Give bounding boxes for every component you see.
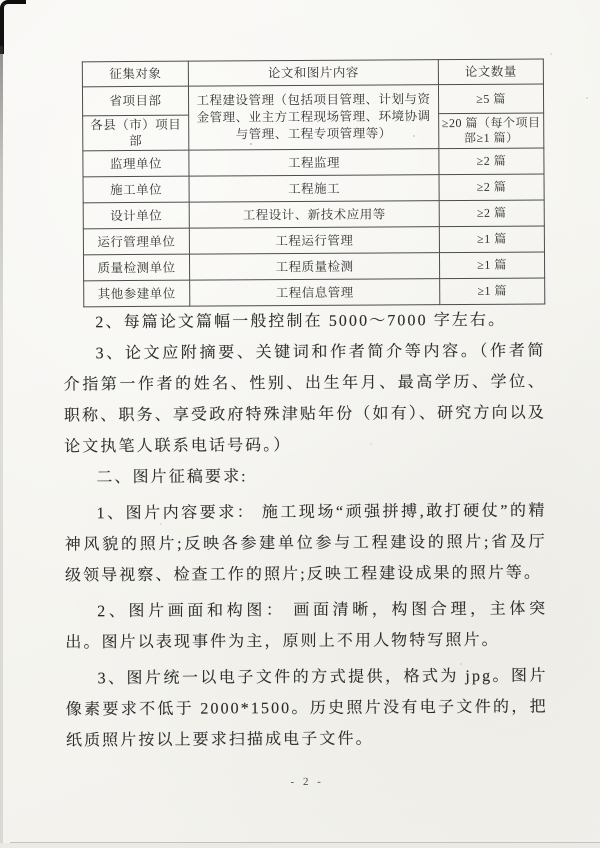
cell-target: 其他参建单位: [84, 280, 190, 307]
table-row: [82, 84, 543, 116]
page-number: - 2 -: [290, 775, 324, 789]
cell-target: 施工单位: [83, 176, 189, 203]
cell-content: 工程设计、新技术应用等: [189, 201, 439, 229]
cell-target: 监理单位: [83, 150, 189, 177]
cell-target: 省项目部: [82, 86, 188, 116]
cell-content: 工程监理: [189, 149, 439, 177]
paragraph: 2、图片画面和构图： 画面清晰，构图合理，主体突出。图片以表现事件为主，原则上不用人物特写照片。: [65, 600, 548, 652]
paragraph: 3、图片统一以电子文件的方式提供，格式为 jpg。图片像素要求不低于 2000*1500。历史照片没有电子文件的，把纸质照片按以上要求扫描成电子文件。: [65, 667, 548, 750]
table-header-row: [82, 59, 543, 87]
table-row: [83, 226, 544, 255]
cell-target: 各县（市）项目部: [83, 115, 189, 151]
cell-quantity: ≥2 篇: [439, 200, 544, 227]
paragraph: 1、图片内容要求： 施工现场“顽强拼搏,敢打硬仗”的精神风貌的照片;反映各参建单位参与工程建设的照片;省及厅级领导视察、检查工作的照片;反映工程建设成果的照片等。: [64, 502, 547, 585]
cell-target: 设计单位: [83, 202, 189, 229]
paragraph: 二、图片征稿要求:: [96, 468, 248, 487]
cell-quantity: ≥1 篇: [440, 278, 545, 305]
table-row: [83, 148, 544, 177]
cell-content: 工程质量检测: [189, 253, 439, 281]
header-quantity: 论文数量: [438, 59, 543, 85]
cell-content: 工程信息管理: [190, 279, 440, 307]
table-row: [83, 200, 544, 229]
cell-content: 工程运行管理: [189, 227, 439, 255]
header-content: 论文和图片内容: [188, 60, 438, 87]
paragraph: 2、每篇论文篇幅一般控制在 5000～7000 字左右。: [95, 311, 507, 332]
cell-quantity: ≥5 篇: [438, 84, 543, 114]
cell-quantity: ≥1 篇: [439, 252, 544, 279]
table-row: [83, 174, 544, 203]
cell-merged-content: 工程建设管理（包括项目管理、计划与资金管理、业主方工程现场管理、环境协调与管理、工程专项管理等）: [188, 85, 438, 151]
table-row: [84, 278, 545, 307]
table-row: [83, 252, 544, 281]
cell-quantity: ≥1 篇: [439, 226, 544, 253]
paragraph: 3、论文应附摘要、关键词和作者简介等内容。（作者简介指第一作者的姓名、性别、出生年月、最高学历、学位、职称、职务、享受政府特殊津贴年份（如有）、研究方向以及论文执笔人联系电话号码。）: [63, 342, 547, 456]
cell-target: 质量检测单位: [83, 254, 189, 281]
cell-quantity: ≥2 篇: [439, 174, 544, 201]
document-body: [63, 304, 548, 756]
submission-requirements-table: [82, 59, 545, 308]
cell-content: 工程施工: [189, 175, 439, 203]
cell-quantity: ≥2 篇: [439, 148, 544, 175]
cell-target: 运行管理单位: [83, 228, 189, 255]
cell-quantity: ≥20 篇（每个项目部≥1 篇）: [439, 113, 544, 149]
header-target: 征集对象: [82, 61, 188, 87]
